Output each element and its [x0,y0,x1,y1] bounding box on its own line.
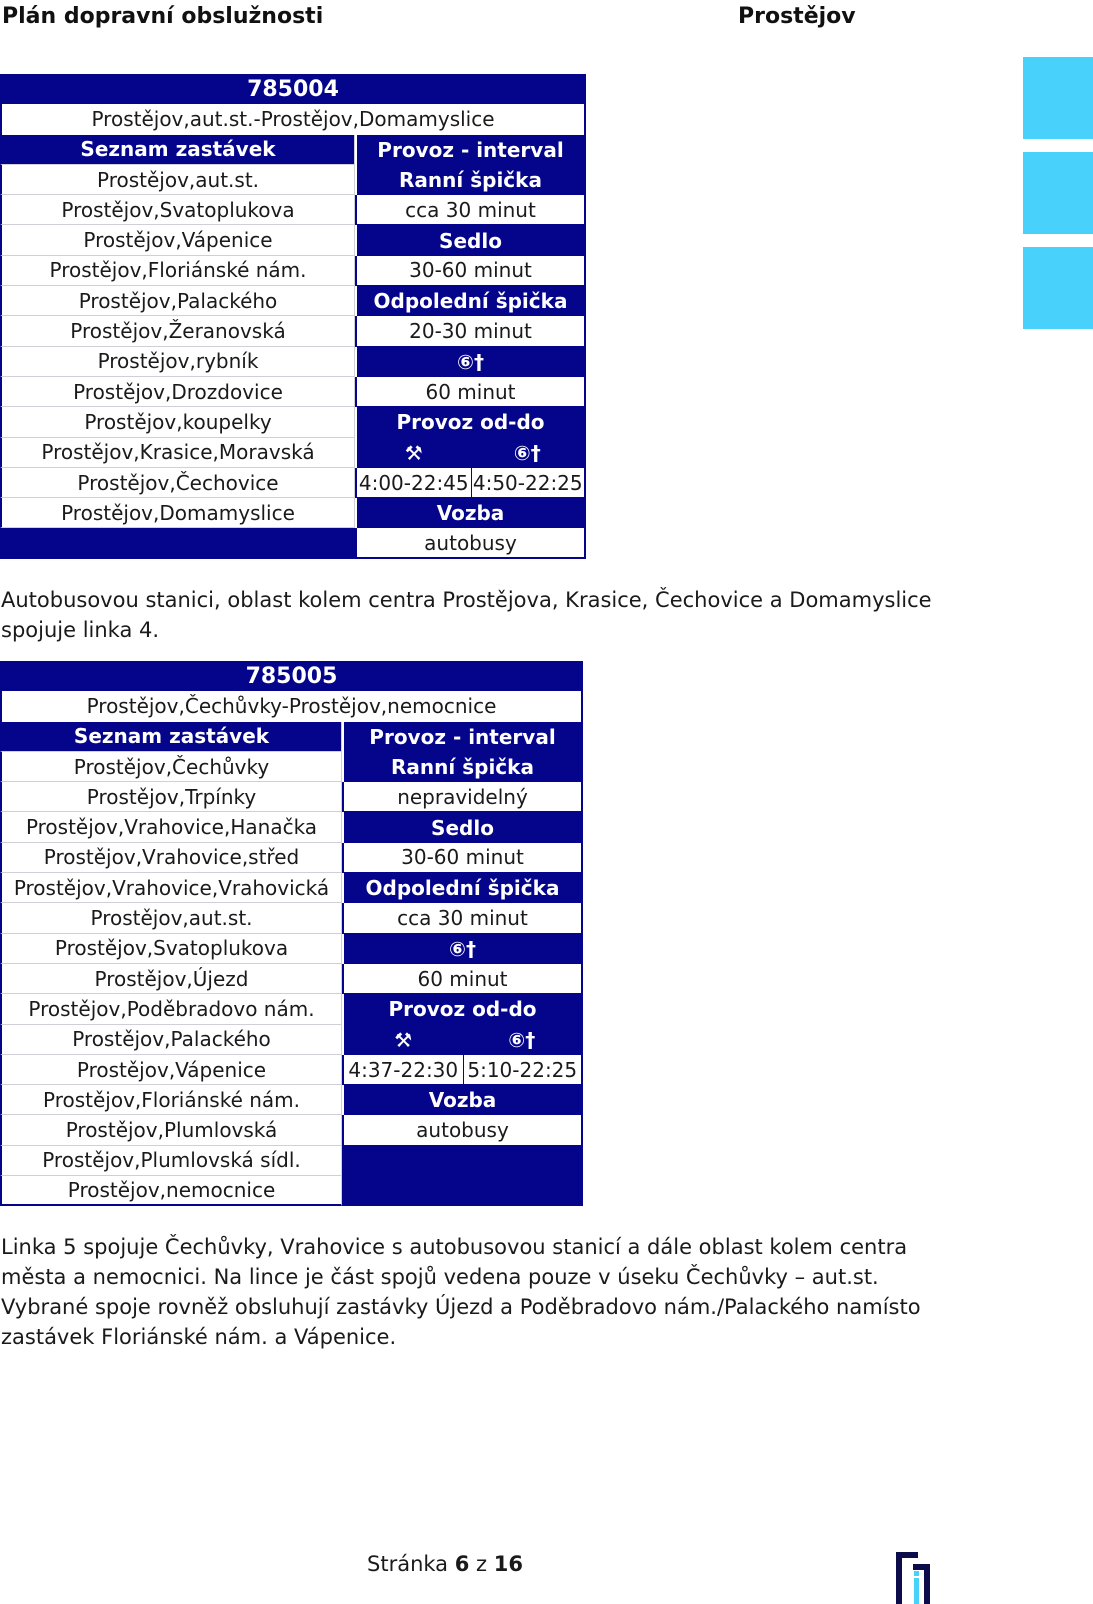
stop-item: Prostějov,aut.st. [0,165,355,195]
stop-item: Prostějov,Domamyslice [0,498,355,528]
vehicle-value: autobusy [355,528,586,558]
side-tab-3[interactable] [1023,247,1093,329]
midday-value: 30-60 minut [355,256,586,286]
route-name: Prostějov,aut.st.-Prostějov,Domamyslice [0,104,586,134]
stop-item: Prostějov,Vrahovice,Vrahovická [0,873,342,903]
line-number: 785005 [0,661,583,691]
workday-hammer-icon: ⚒ [394,1027,413,1052]
stop-item: Prostějov,Vrahovice,Hanačka [0,812,342,842]
afternoon-peak-value: cca 30 minut [342,903,583,933]
stop-item: Prostějov,Palackého [0,286,355,316]
stop-item: Prostějov,Čechůvky [0,752,342,782]
city-name: Prostějov [738,4,856,29]
afternoon-peak-label: Odpolední špička [342,873,583,903]
page-word: Stránka [367,1552,449,1576]
timetable-785005 [0,661,583,1206]
stop-item: Prostějov,aut.st. [0,903,342,933]
stop-item: Prostějov,Poděbradovo nám. [0,994,342,1024]
workday-hammer-icon: ⚒ [404,440,423,465]
weekend-hours: 5:10-22:25 [463,1055,582,1084]
stop-item: Prostějov,Vápenice [0,1055,342,1085]
operating-hours [342,1055,583,1085]
weekend-holiday-icon: ⑥† [508,1027,536,1052]
company-logo-icon [893,1548,933,1604]
operating-hours [355,468,586,498]
description-line-4: Autobusovou stanici, oblast kolem centra Prostějova, Krasice, Čechovice a Domamyslice spojuje linka 4. [1,588,932,642]
stop-item: Prostějov,Újezd [0,964,342,994]
vehicle-header: Vozba [355,498,586,528]
workday-hours: 4:37-22:30 [348,1057,459,1082]
weekend-interval-value: 60 minut [355,377,586,407]
stop-item: Prostějov,Plumlovská [0,1115,342,1145]
interval-header: Provoz - interval [342,722,583,752]
weekend-holiday-icon: ⑥† [355,347,586,377]
stop-item: Prostějov,Trpínky [0,782,342,812]
vehicle-value: autobusy [342,1115,583,1145]
side-tab-2[interactable] [1023,152,1093,234]
stop-item: Prostějov,rybník [0,347,355,377]
morning-peak-value: cca 30 minut [355,195,586,225]
stops-header: Seznam zastávek [0,722,342,752]
weekend-holiday-icon: ⑥† [513,440,541,465]
page-footer [367,1552,523,1576]
stop-item: Prostějov,nemocnice [0,1176,342,1206]
page-total: 16 [493,1552,523,1576]
day-symbols [355,438,586,468]
interval-header: Provoz - interval [355,135,586,165]
description-line-5: Linka 5 spojuje Čechůvky, Vrahovice s autobusovou stanicí a dále oblast kolem centra města a nemocnici. Na lince je část spojů vedena pouze v úseku Čechůvky – aut.st. Vybrané spoje rovněž obsluhují zastávky Újezd a Poděbradovo nám./Palackého namísto zastávek Floriánské nám. a Vápenice. [1,1235,921,1349]
line-number: 785004 [0,74,586,104]
side-tab-1[interactable] [1023,57,1093,139]
workday-hours: 4:00-22:45 [358,470,469,495]
operating-hours-header: Provoz od-do [342,994,583,1024]
vehicle-header: Vozba [342,1085,583,1115]
stop-item: Prostějov,Vápenice [0,225,355,255]
midday-value: 30-60 minut [342,843,583,873]
stop-item: Prostějov,Vrahovice,střed [0,843,342,873]
stops-header: Seznam zastávek [0,135,355,165]
weekend-holiday-icon: ⑥† [342,934,583,964]
midday-label: Sedlo [355,225,586,255]
timetable-785004 [0,74,586,559]
weekend-hours: 4:50-22:25 [471,468,585,497]
page-number: 6 [454,1552,470,1576]
morning-peak-value: nepravidelný [342,782,583,812]
operating-hours-header: Provoz od-do [355,407,586,437]
afternoon-peak-value: 20-30 minut [355,316,586,346]
stop-item: Prostějov,Floriánské nám. [0,1085,342,1115]
empty-cell [0,528,355,558]
document-title: Plán dopravní obslužnosti [2,4,324,29]
stop-item: Prostějov,Krasice,Moravská [0,438,355,468]
weekend-interval-value: 60 minut [342,964,583,994]
stop-item: Prostějov,koupelky [0,407,355,437]
stop-item: Prostějov,Svatoplukova [0,934,342,964]
midday-label: Sedlo [342,812,583,842]
empty-cell [342,1146,583,1176]
morning-peak-label: Ranní špička [355,165,586,195]
stop-item: Prostějov,Svatoplukova [0,195,355,225]
stop-item: Prostějov,Drozdovice [0,377,355,407]
day-symbols [342,1025,583,1055]
empty-cell [342,1176,583,1206]
route-name: Prostějov,Čechůvky-Prostějov,nemocnice [0,691,583,721]
stop-item: Prostějov,Palackého [0,1025,342,1055]
afternoon-peak-label: Odpolední špička [355,286,586,316]
stop-item: Prostějov,Čechovice [0,468,355,498]
of-word: z [476,1552,488,1576]
stop-item: Prostějov,Floriánské nám. [0,256,355,286]
stop-item: Prostějov,Žeranovská [0,316,355,346]
stop-item: Prostějov,Plumlovská sídl. [0,1146,342,1176]
morning-peak-label: Ranní špička [342,752,583,782]
